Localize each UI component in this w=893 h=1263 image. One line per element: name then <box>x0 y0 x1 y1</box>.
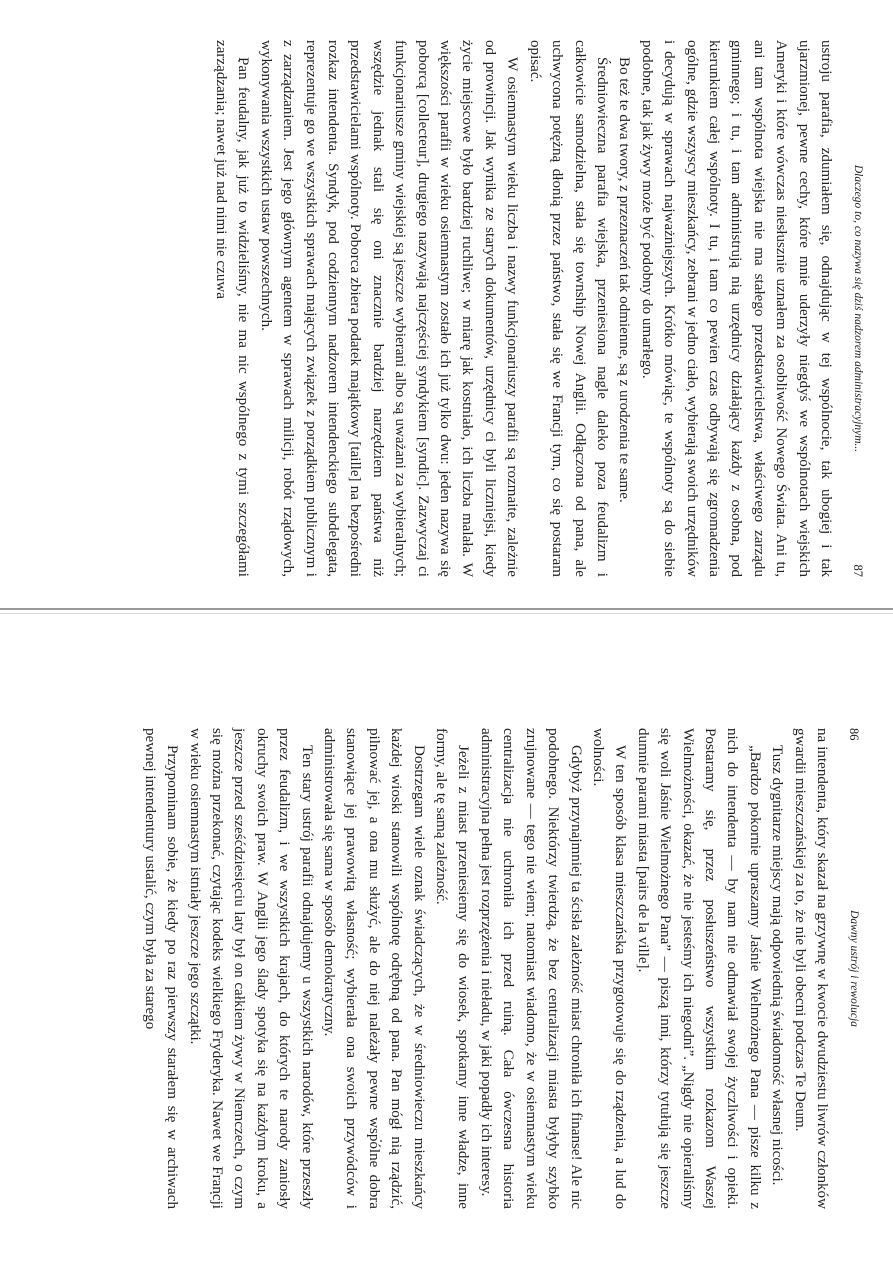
paragraph: Pan feudalny, jak już to widzieliśmy, nie ma nic wspólnego z tymi szczegółami zarządzania; nawet już nad nimi nie czuwa <box>213 40 252 577</box>
running-head <box>839 728 861 1209</box>
paragraph: W ten sposób klasa mieszczańska przygotowuje się do rządzenia, a lud do wolności. <box>589 728 629 1209</box>
body-text <box>210 40 837 577</box>
paragraph: na intendenta, który skazał na grzywnę w kwocie dwudziestu liwrów członków gwardii mieszczańskiej za to, że nie byli obecni podczas Te Deum. <box>791 728 830 1209</box>
paragraph: „Bardzo pokornie upraszamy Jaśnie Wielmożnego Pana — pisze kilku z nich do intendenta — by nam nie odmawiał swojej życzliwości i opieki. Postaramy się, przez posłuszeństwo wszystkim rozkazom Waszej Wielmożności, okazać, że nie jesteśmy ich niegodni”. „Nigdy nie opieraliśmy się woli Jaśnie Wielmożnego Pana” — piszą inni, którzy tytułują się jeszcze dumnie parami miasta [pairs de la ville]. <box>634 728 763 1209</box>
left-page <box>0 632 893 1263</box>
paragraph: Średniowieczna parafia wiejska, przeniesiona nagle daleko poza feudalizm i całkowicie samodzielna, stała się township Nowej Anglii. Odłączona od pana, ale uchwycona potężną dłonią przez państwo, stała się we Francji tym, co się postaram opisać. <box>526 40 610 577</box>
running-head-title: Dawny ustrój i rewolucja <box>848 910 860 1027</box>
page-number: 87 <box>851 564 865 577</box>
paragraph: Gdybyż przynajmniej ta ścisła zależność miast chroniła ich finanse! Ale nic podobnego. Niektórzy twierdzą, że bez centralizacji miasta byłyby szybko zrujnowane — tego nie wiem; natomiast wiadomo, że w osiemnastym wieku centralizacja nie uchroniła ich przed ruiną. Cała ówczesna historia administracyjna pełna jest rozprzężenia i nieładu, w jaki popadły ich interesy. <box>477 728 584 1209</box>
paragraph: Przypominam sobie, że kiedy po raz pierwszy starałem się w archiwach pewnej intendentury ustalić, czym była za starego <box>141 728 181 1209</box>
paragraph: ustroju parafia, zdumiałem się, odnajdując w tej wspólnocie, tak ubogiej i tak ujarzmionej, pewne cechy, które mnie uderzyły niegdyś we wspólnotach wiejskich Ameryki i które wówczas niesłusznie uznałem za osobliwość Nowego Świata. Ani tu, ani tam wspólnota wiejska nie ma stałego przedstawicielstwa, właściwego zarządu gminnego; i tu, i tam administrują nią urzędnicy działający każdy z osobna, pod kierunkiem całej wspólnoty. I tu, i tam co pewien czas odbywają się zgromadzenia ogólne, gdzie wszyscy mieszkańcy, zebrani w jedno ciało, wybierają swoich urzędników i decydują w sprawach najważniejszych. Krótko mówiąc, te wspólnoty są do siebie podobne, tak jak żywy może być podobny do umarłego. <box>638 40 834 577</box>
paragraph: W osiemnastym wieku liczba i nazwy funkcjonariuszy parafii są rozmaite, zależnie od prowincji. Jak wynika ze starych dokumentów, urzędnicy ci byli liczniejsi, kiedy życie miejscowe było bardziej ruchliwe; w miarę jak kostniało, ich liczba malała. W większości parafii w wieku osiemnastym zostało ich już tylko dwu: jeden nazywa się poborcą [collecteur], drugiego nazywają najczęściej syndykiem [syndic]. Zazwyczaj ci funkcjonariusze gminy wiejskiej są jeszcze wybierani albo są uważani za wybieralnych; wszędzie jednak stali się oni znacznie bardziej narzędziem państwa niż przedstawicielami wspólnoty. Poborca zbiera podatek majątkowy [taille] na bezpośredni rozkaz intendenta. Syndyk, pod codziennym nadzorem intendenckiego subdelegata, reprezentuje go we wszystkich sprawach mających związek z porządkiem publicznym i z zarządzaniem. Jest jego głównym agentem w sprawach milicji, robót rządowych, wykonywania wszystkich ustaw powszechnych. <box>257 40 521 577</box>
body-text <box>138 728 833 1209</box>
running-head-title: Dlaczego to, co nazywa się dziś nadzorem administracyjnym... <box>852 164 864 453</box>
paragraph: Dostrzegam wiele oznak świadczących, że w średniowieczu mieszkańcy każdej wioski stanowili wspólnotę odrębną od pana. Pan mógł nią rządzić, pilnować jej, a ona mu służyć, ale do niej należały pewne wspólne dobra stanowiące jej prawowitą własność; wybierała ona swoich przywódców i administrowała się sama w sposób demokratyczny. <box>321 728 427 1209</box>
right-page <box>0 0 893 631</box>
running-head <box>843 40 865 577</box>
page-number: 86 <box>847 728 861 741</box>
paragraph: Ten stary ustrój parafii odnajdujemy u wszystkich narodów, które przeszły przez feudalizm, i we wszystkich krajach, do których te narody zaniosły okruchy swoich praw. W Anglii jego ślady spotyka się na każdym kroku, a jeszcze przed sześćdziesięciu laty był on całkiem żywy w Niemczech, o czym się można przekonać, czytając kodeks wielkiego Fryderyka. Nawet we Francji w wieku osiemnastym istniały jeszcze jego szczątki. <box>186 728 315 1209</box>
paragraph: Jeżeli z miast przeniesiemy się do wiosek, spotkamy inne władze, inne formy, ale tę samą zależność. <box>433 728 472 1209</box>
paragraph: Bo też te dwa twory, z przeznaczeń tak odmienne, są z urodzenia te same. <box>616 57 633 503</box>
paragraph: Tusz dygnitarze miejscy mają odpowiednią świadomość własnej nicości. <box>769 745 786 1186</box>
